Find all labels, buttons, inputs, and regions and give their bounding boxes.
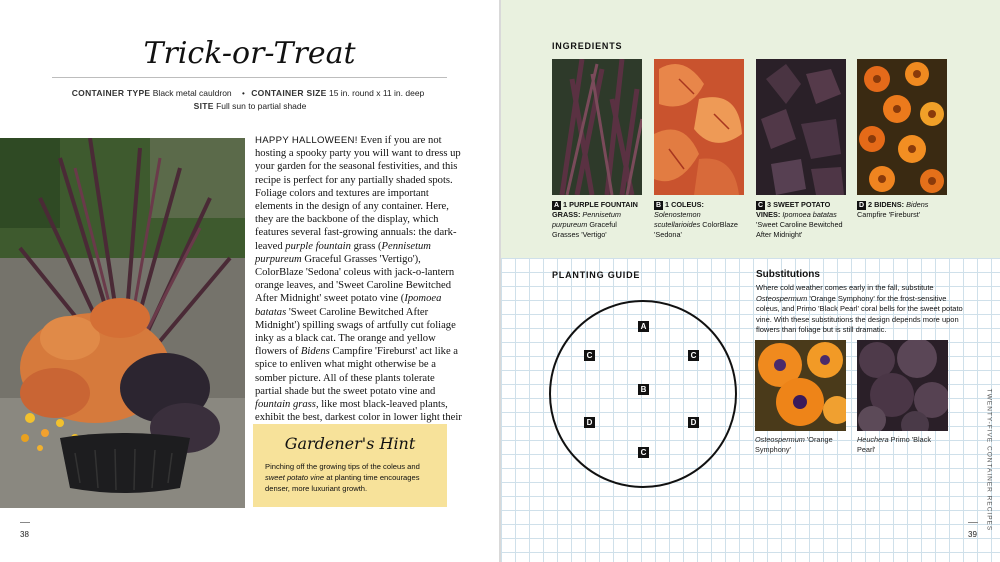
- ingredient-a-latin: Pennisetum purpureum: [552, 210, 621, 229]
- ingredient-c: [756, 59, 846, 240]
- gardeners-hint-box: [253, 424, 447, 507]
- body-text-2: grass (: [350, 240, 382, 252]
- substitution-osteospermum: [755, 340, 846, 455]
- substitutions-heading: Substitutions: [756, 269, 820, 280]
- planting-position-d-left: D: [584, 417, 595, 428]
- ingredient-c-variety: 'Sweet Caroline Bewitched After Midnight': [756, 220, 843, 239]
- site-label: SITE: [193, 101, 214, 111]
- marker-a-icon: A: [553, 202, 560, 209]
- subs-text-2: 'Orange Symphony' for the frost-sensitive coleus, and Primo 'Black Pearl' coral bells for the sweet potato vine. With these substitutions the design depends more upon flowers than foliage but is still dramatic.: [756, 293, 963, 334]
- right-page: [501, 0, 1000, 562]
- ingredient-b-variety: ColorBlaze 'Sedona': [654, 220, 738, 239]
- page-number-rule-right: [968, 522, 978, 523]
- body-italic-2: Pennisetum purpureum: [255, 240, 431, 265]
- marker-b-icon: B: [655, 202, 662, 209]
- osteospermum-variety: 'Orange Symphony': [755, 435, 833, 454]
- planting-position-c-bottom: C: [638, 447, 649, 458]
- hint-text-1: Pinching off the growing tips of the coleus and: [265, 462, 420, 471]
- planting-guide-heading: PLANTING GUIDE: [552, 270, 641, 280]
- ingredient-d-name: 2 BIDENS:: [868, 200, 905, 209]
- ingredient-photo-sweet-potato-vine: [756, 59, 846, 195]
- container-size-value: 15 in. round x 11 in. deep: [328, 88, 425, 98]
- heuchera-latin: Heuchera: [857, 435, 889, 444]
- title-rule: [52, 77, 447, 78]
- subs-text-1: Where cold weather comes early in the fall, substitute: [756, 283, 934, 292]
- hint-title: Gardener's Hint: [284, 434, 416, 453]
- running-head: [984, 388, 994, 532]
- body-italic-1: purple fountain: [285, 240, 351, 252]
- body-italic-5: fountain grass: [255, 399, 316, 411]
- ingredient-c-caption: [756, 200, 846, 240]
- planting-position-a: A: [638, 321, 649, 332]
- ingredient-b-latin: Solenostemon scutellarioides: [654, 210, 701, 229]
- container-type-value: Black metal cauldron: [152, 88, 232, 98]
- hint-italic: sweet potato vine: [265, 473, 325, 482]
- page-number-rule: [20, 522, 30, 523]
- ingredient-photo-bidens: [857, 59, 947, 195]
- body-text-6: , like most black-leaved plants, exhibit the best, darkest color in lower light their: [255, 399, 462, 424]
- ingredient-d: [857, 59, 947, 220]
- subs-italic: Osteospermum: [756, 293, 808, 303]
- page-number-right: 39: [968, 530, 977, 539]
- ingredient-d-latin: Bidens: [906, 200, 929, 209]
- body-text-1: Even if you are not hosting a spooky party you will want to dress up your garden for the seasonal festivities, and this recipe is perfect for any partially shaded spots. Foliage colors and textures are important elements in the design of any container. Here, they are the backbone of the display, which features several fast-growing annuals: the dark-leaved: [255, 135, 461, 252]
- substitution-heuchera-caption: [857, 435, 948, 455]
- ingredient-d-variety: Campfire 'Fireburst': [857, 210, 921, 219]
- site-value: Full sun to partial shade: [216, 101, 307, 111]
- substitutions-text: [756, 283, 968, 336]
- recipe-body: [255, 134, 463, 438]
- planting-position-c-left: C: [584, 350, 595, 361]
- page-number-left: 38: [20, 530, 29, 539]
- body-text-5: Campfire 'Fireburst' act like a spice to enliven what might otherwise be a somber picture. All of these plants tolerate partial shade but the sweet potato vine and: [255, 346, 459, 397]
- ingredient-a-name: 1 PURPLE FOUNTAIN GRASS:: [552, 200, 638, 219]
- ingredient-a-caption: [552, 200, 642, 240]
- running-head-text: TWENTY-FIVE CONTAINER RECIPES: [985, 388, 993, 532]
- body-text-3: Graceful Grasses 'Vertigo'), ColorBlaze 'Sedona' coleus with jack-o-lantern orange leaves, and 'Sweet Caroline Bewitched After Midnight' sweet potato vine (: [255, 253, 455, 305]
- ingredient-photo-coleus: [654, 59, 744, 195]
- ingredients-heading: INGREDIENTS: [552, 41, 623, 51]
- heuchera-variety: Primo 'Black Pearl': [857, 435, 931, 454]
- container-type-label: CONTAINER TYPE: [71, 88, 151, 98]
- body-italic-3: Ipomoea batatas: [255, 293, 442, 318]
- ingredient-b-caption: [654, 200, 744, 240]
- substitution-photo-osteospermum: [755, 340, 846, 431]
- ingredient-d-caption: [857, 200, 947, 220]
- planting-position-d-right: D: [688, 417, 699, 428]
- substitution-osteospermum-caption: [755, 435, 846, 455]
- ingredient-b: [654, 59, 744, 240]
- body-italic-4: Bidens: [300, 346, 330, 358]
- body-lead: HAPPY HALLOWEEN!: [255, 135, 358, 146]
- container-size-label: CONTAINER SIZE: [251, 88, 327, 98]
- hint-text: [265, 461, 437, 494]
- recipe-title: Trick-or-Treat: [143, 36, 356, 71]
- marker-c-icon: C: [757, 202, 764, 209]
- hint-text-2: at planting time encourages denser, more luxuriant growth.: [265, 473, 420, 493]
- substitution-photo-heuchera: [857, 340, 948, 431]
- ingredient-c-name: 3 SWEET POTATO VINES:: [756, 200, 831, 219]
- ingredient-b-name: 1 COLEUS:: [665, 200, 704, 209]
- osteospermum-latin: Osteospermum: [755, 435, 805, 444]
- planting-position-b: B: [638, 384, 649, 395]
- container-photo: [0, 138, 245, 508]
- substitution-heuchera: [857, 340, 948, 455]
- body-text-4: 'Sweet Caroline Bewitched After Midnight') spilling swags of artfully cut foliage inky as a black cat. The orange and yellow flowers of: [255, 306, 456, 358]
- recipe-meta: [40, 87, 460, 113]
- ingredient-a-variety: Graceful Grasses 'Vertigo': [552, 220, 617, 239]
- planting-position-c-right: C: [688, 350, 699, 361]
- marker-d-icon: D: [858, 202, 865, 209]
- left-page: [0, 0, 499, 562]
- ingredient-c-latin: Ipomoea batatas: [782, 210, 837, 219]
- separator-dot: •: [242, 89, 245, 98]
- ingredient-a: [552, 59, 642, 240]
- ingredient-photo-fountain-grass: [552, 59, 642, 195]
